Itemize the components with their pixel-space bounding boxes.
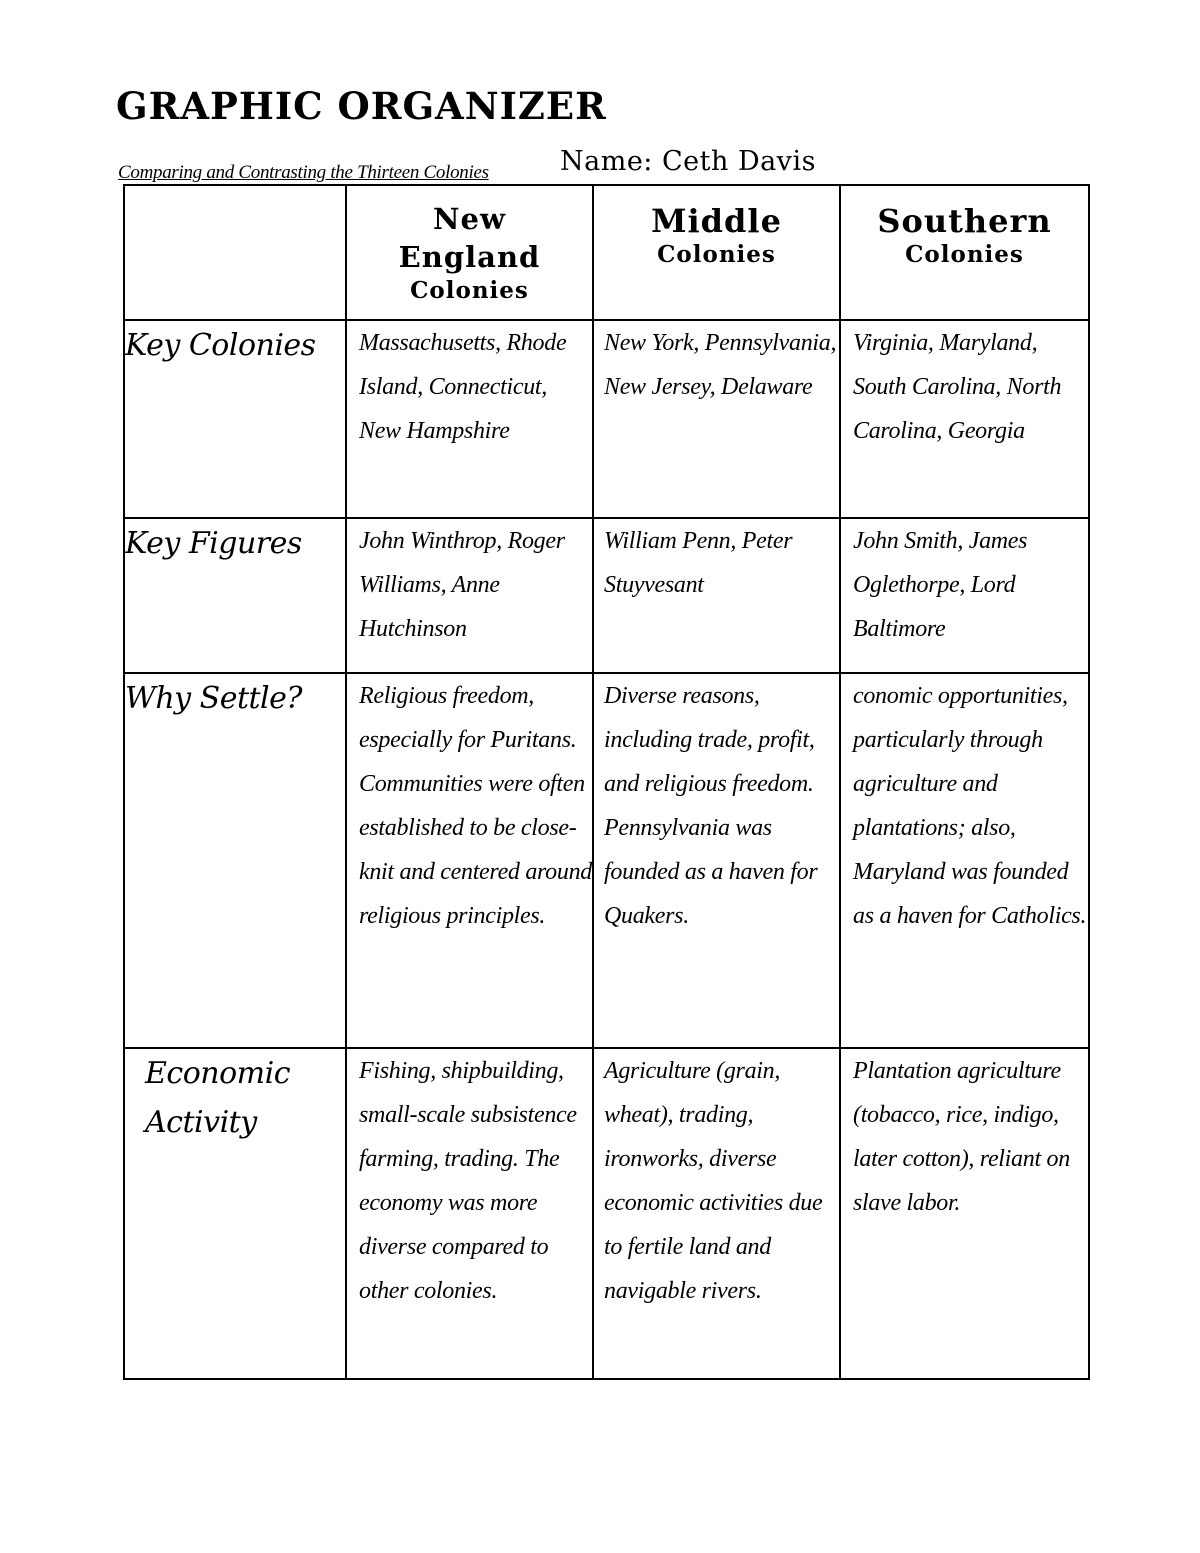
table-row [124,673,1089,1048]
header-empty-cell [124,185,346,320]
cell-key-colonies-southern: Virginia, Maryland, South Carolina, North Carolina, Georgia [840,320,1089,518]
header-southern [840,185,1089,320]
row-label-key-colonies: Key Colonies [124,320,346,518]
table-row [124,1048,1089,1379]
page-subtitle: Comparing and Contrasting the Thirteen Colonies [118,162,489,183]
row-label-why-settle: Why Settle? [124,673,346,1048]
header-new-england-subtitle: Colonies [410,277,529,304]
cell-key-figures-new-england: John Winthrop, Roger Williams, Anne Hutchinson [346,518,593,673]
colonies-comparison-table [123,184,1090,1380]
header-southern-title: Southern [877,202,1052,240]
table-row [124,320,1089,518]
student-name: Name: Ceth Davis [560,146,816,177]
header-new-england-title: New England [398,202,541,274]
cell-economic-activity-new-england: Fishing, shipbuilding, small-scale subsistence farming, trading. The economy was more diverse compared to other colonies. [346,1048,593,1379]
table-row [124,518,1089,673]
cell-key-figures-southern: John Smith, James Oglethorpe, Lord Baltimore [840,518,1089,673]
cell-why-settle-new-england: Religious freedom, especially for Puritans. Communities were often established to be close-knit and centered around religious principles. [346,673,593,1048]
cell-why-settle-southern: conomic opportunities, particularly through agriculture and plantations; also, Maryland was founded as a haven for Catholics. [840,673,1089,1048]
header-southern-subtitle: Colonies [905,241,1024,268]
row-label-economic-activity: Economic Activity [124,1048,346,1379]
header-middle [593,185,840,320]
cell-economic-activity-southern: Plantation agriculture (tobacco, rice, indigo, later cotton), reliant on slave labor. [840,1048,1089,1379]
cell-key-figures-middle: William Penn, Peter Stuyvesant [593,518,840,673]
page-title: GRAPHIC ORGANIZER [116,84,607,128]
cell-why-settle-middle: Diverse reasons, including trade, profit, and religious freedom. Pennsylvania was founded as a haven for Quakers. [593,673,840,1048]
header-row [124,185,1089,320]
cell-economic-activity-middle: Agriculture (grain, wheat), trading, ironworks, diverse economic activities due to fertile land and navigable rivers. [593,1048,840,1379]
cell-key-colonies-new-england: Massachusetts, Rhode Island, Connecticut, New Hampshire [346,320,593,518]
row-label-key-figures: Key Figures [124,518,346,673]
header-middle-title: Middle [651,202,782,240]
cell-key-colonies-middle: New York, Pennsylvania, New Jersey, Delaware [593,320,840,518]
header-middle-subtitle: Colonies [657,241,776,268]
header-new-england [346,185,593,320]
